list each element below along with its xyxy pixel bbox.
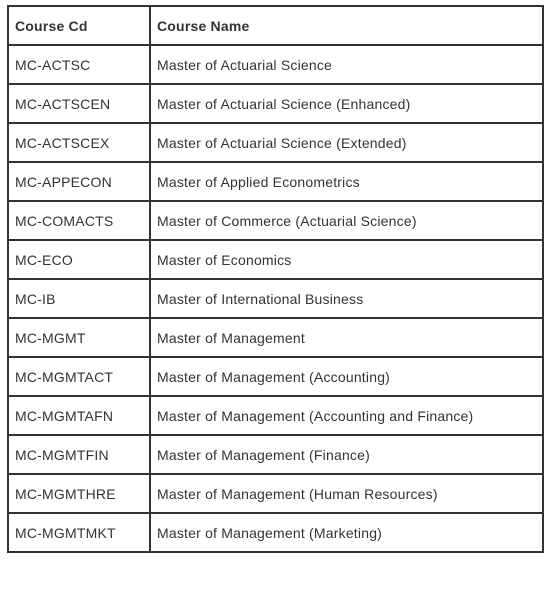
course-name-cell: Master of Actuarial Science (Extended) <box>150 123 543 162</box>
course-code-cell: MC-MGMTFIN <box>8 435 150 474</box>
course-name-cell: Master of Economics <box>150 240 543 279</box>
table-row <box>8 513 543 552</box>
table-row <box>8 162 543 201</box>
course-name-cell: Master of Actuarial Science <box>150 45 543 84</box>
course-code-cell: MC-ACTSC <box>8 45 150 84</box>
table-body <box>8 45 543 552</box>
table-row <box>8 240 543 279</box>
course-code-cell: MC-ACTSCEN <box>8 84 150 123</box>
course-code-cell: MC-ACTSCEX <box>8 123 150 162</box>
course-code-cell: MC-ECO <box>8 240 150 279</box>
course-name-cell: Master of Management (Finance) <box>150 435 543 474</box>
course-name-cell: Master of Management (Marketing) <box>150 513 543 552</box>
table-row <box>8 357 543 396</box>
table-row <box>8 279 543 318</box>
course-code-cell: MC-COMACTS <box>8 201 150 240</box>
table-row <box>8 396 543 435</box>
course-code-cell: MC-MGMTACT <box>8 357 150 396</box>
table-row <box>8 123 543 162</box>
column-header-course-code: Course Cd <box>8 6 150 45</box>
header-row <box>8 6 543 45</box>
table-row <box>8 45 543 84</box>
course-name-cell: Master of International Business <box>150 279 543 318</box>
course-name-cell: Master of Actuarial Science (Enhanced) <box>150 84 543 123</box>
table-row <box>8 318 543 357</box>
course-code-cell: MC-APPECON <box>8 162 150 201</box>
course-name-cell: Master of Management <box>150 318 543 357</box>
table-header <box>8 6 543 45</box>
course-code-cell: MC-MGMTMKT <box>8 513 150 552</box>
course-table <box>7 5 544 553</box>
table-row <box>8 474 543 513</box>
course-code-cell: MC-MGMT <box>8 318 150 357</box>
course-name-cell: Master of Management (Accounting and Finance) <box>150 396 543 435</box>
course-code-cell: MC-MGMTAFN <box>8 396 150 435</box>
table-row <box>8 84 543 123</box>
table-row <box>8 435 543 474</box>
course-name-cell: Master of Commerce (Actuarial Science) <box>150 201 543 240</box>
course-code-cell: MC-MGMTHRE <box>8 474 150 513</box>
course-name-cell: Master of Management (Accounting) <box>150 357 543 396</box>
column-header-course-name: Course Name <box>150 6 543 45</box>
table-row <box>8 201 543 240</box>
course-code-cell: MC-IB <box>8 279 150 318</box>
course-name-cell: Master of Management (Human Resources) <box>150 474 543 513</box>
course-name-cell: Master of Applied Econometrics <box>150 162 543 201</box>
